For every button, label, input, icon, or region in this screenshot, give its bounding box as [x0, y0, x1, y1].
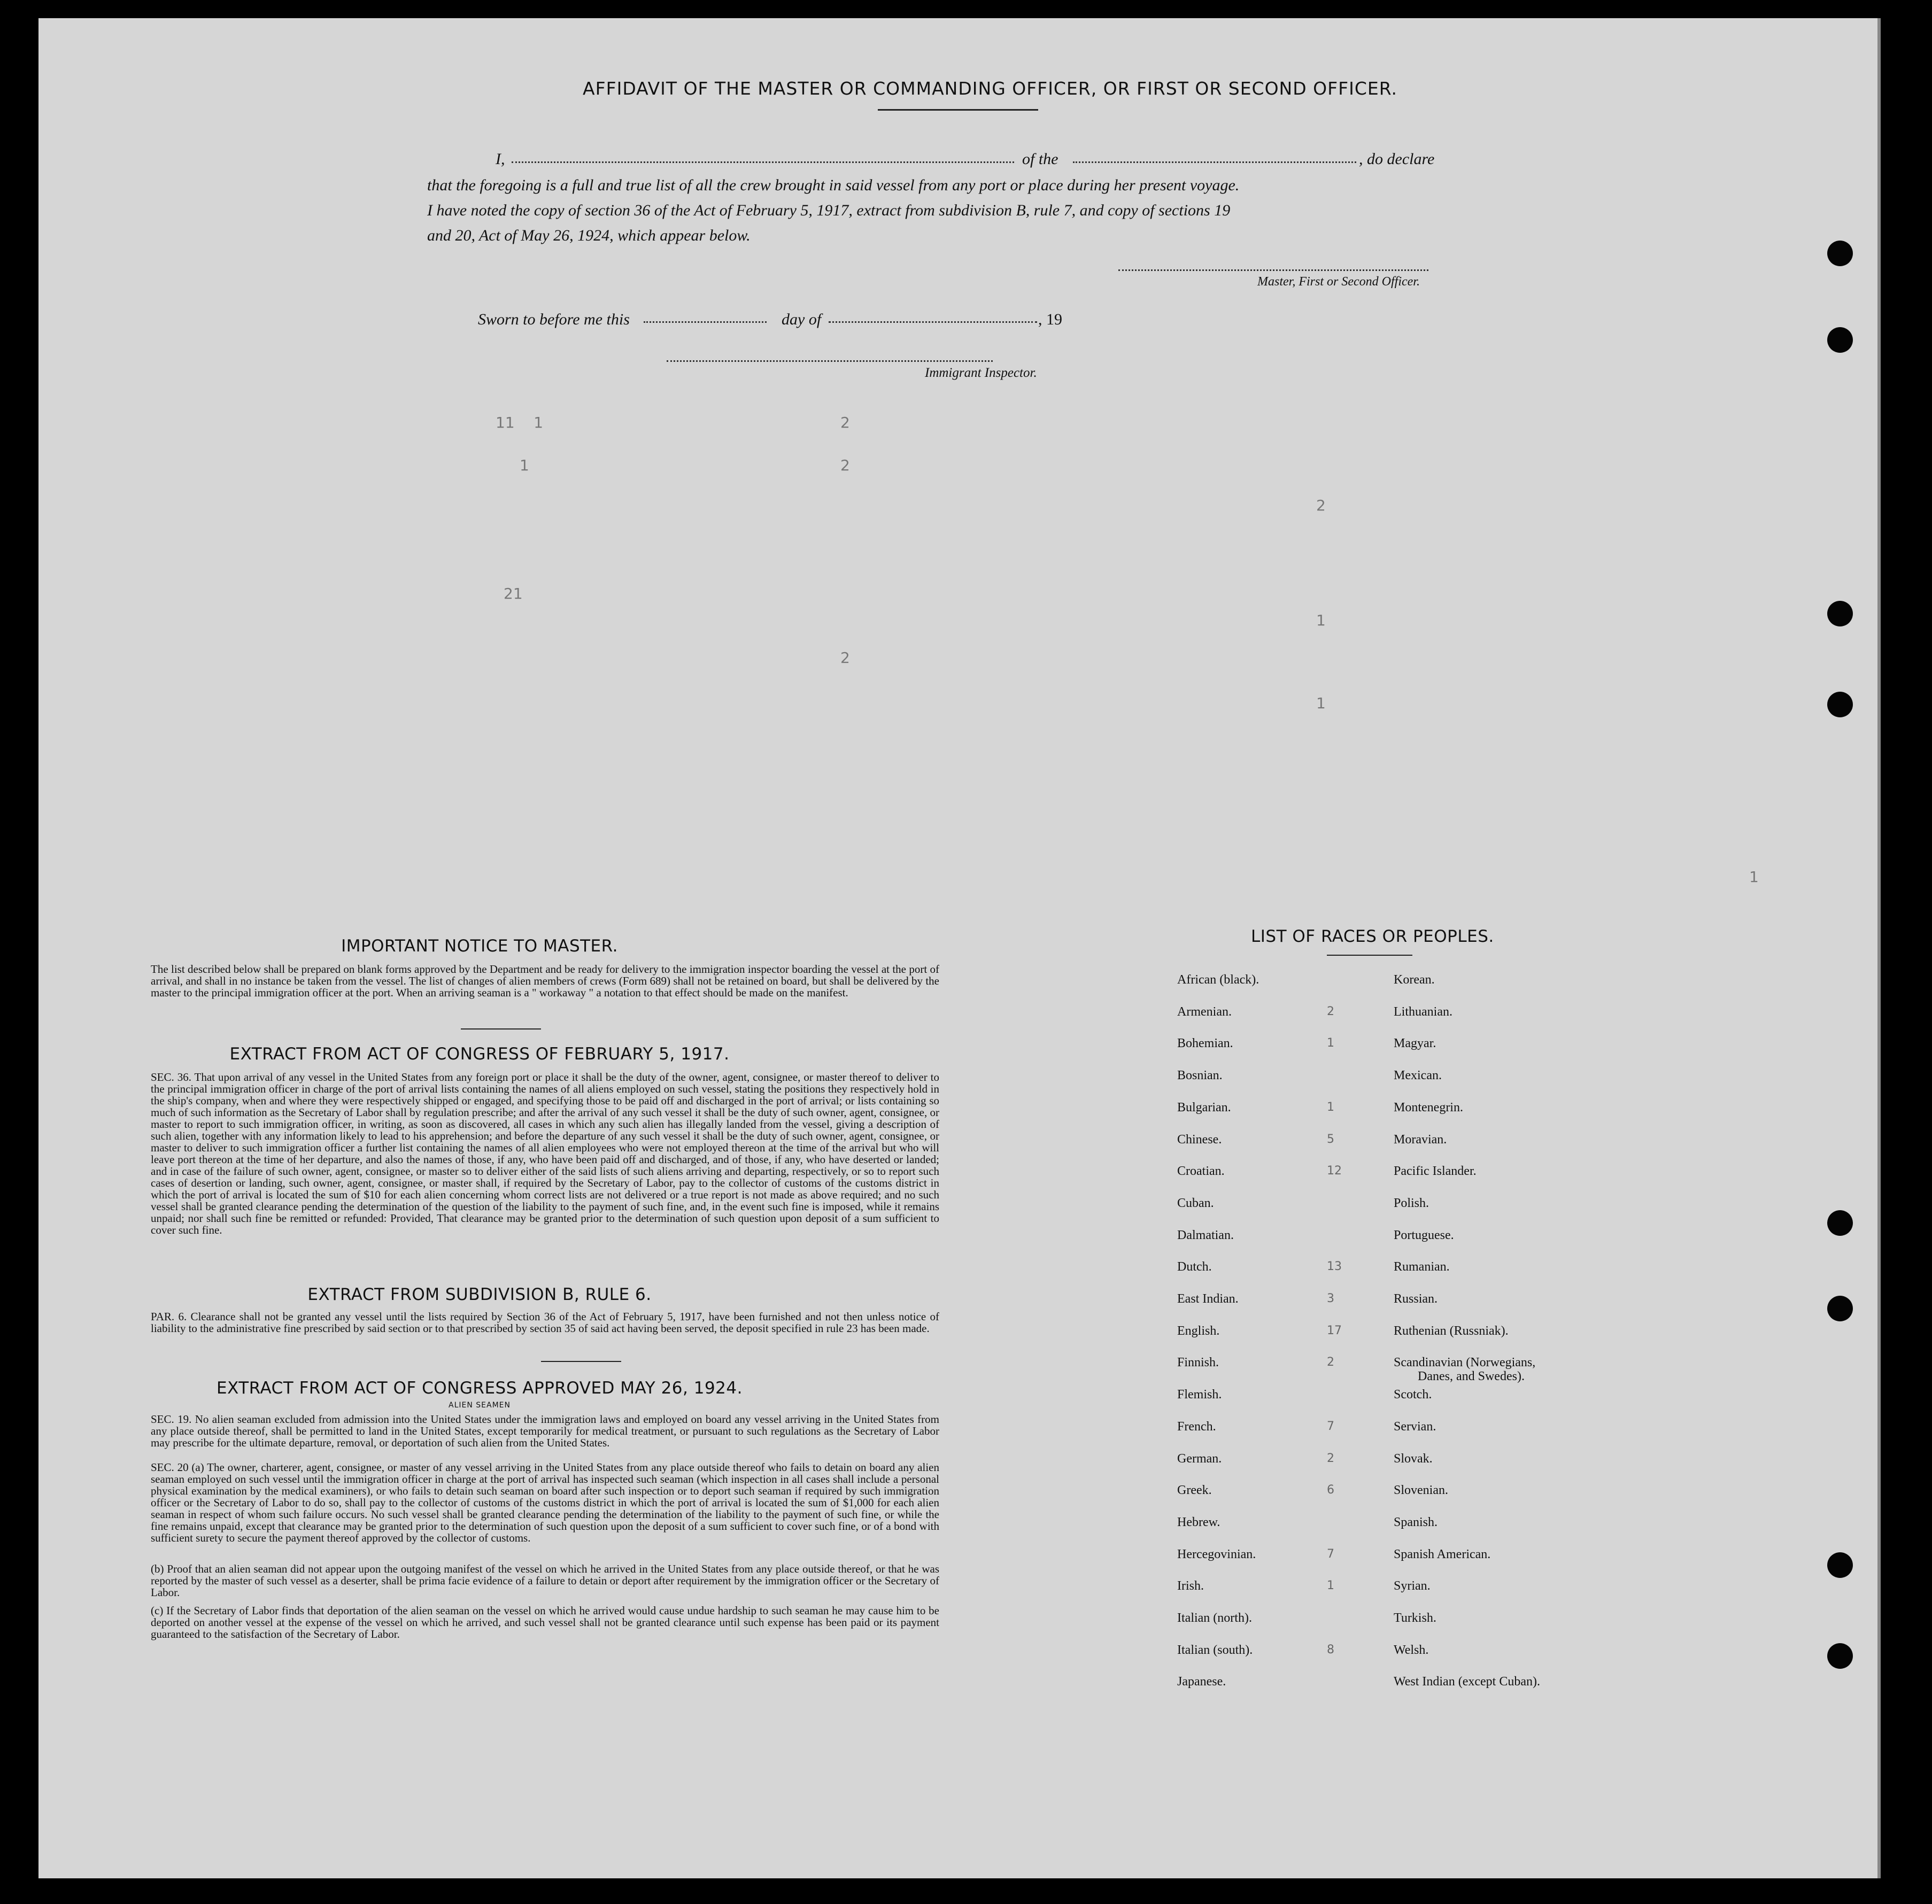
race-count: 6 [1327, 1483, 1334, 1497]
race-left-item: English. [1177, 1324, 1220, 1338]
race-right-item: Korean. [1394, 973, 1435, 987]
extract-1924-sec19: SEC. 19. No alien seaman excluded from admission into the United States under the immigration laws and employed on board any vessel arriving in the United States from any place outside thereof, shall be permitted to land in the United States, except temporarily for medical treatment, or pursuant to such regulations as the Secretary of Labor may prescribe for the ultimate departure, removal, or deportation of such alien from the United States. [151, 1413, 939, 1449]
race-right-item: Slovenian. [1394, 1483, 1448, 1497]
declaration-line-4: and 20, Act of May 26, 1924, which appear below. [427, 227, 751, 244]
race-left-item: Hercegovinian. [1177, 1547, 1256, 1561]
race-left-item: Armenian. [1177, 1005, 1232, 1019]
bleed-through-mark: 2 [1316, 497, 1326, 514]
race-right-item: Turkish. [1394, 1611, 1436, 1625]
race-count: 2 [1327, 1356, 1334, 1369]
do-declare-label: , do declare [1359, 150, 1435, 168]
race-count: 8 [1327, 1643, 1334, 1657]
race-right-item: Mexican. [1394, 1069, 1442, 1082]
sworn-month-blank[interactable] [829, 321, 1037, 323]
sworn-day-blank[interactable] [644, 321, 767, 323]
declaration-i-label: I, [496, 150, 505, 168]
declaration-line-2: that the foregoing is a full and true list of all the crew brought in said vessel from any port or place during her present voyage. [427, 176, 1240, 194]
race-left-item: Bohemian. [1177, 1036, 1233, 1050]
race-count: 12 [1327, 1164, 1342, 1178]
inspector-signature-line[interactable] [667, 360, 993, 362]
section-divider [541, 1361, 621, 1362]
punch-hole [1827, 1210, 1853, 1236]
race-right-item: Russian. [1394, 1292, 1438, 1306]
extract-1924-title: EXTRACT FROM ACT OF CONGRESS APPROVED MAY 26, 1924. [217, 1379, 743, 1398]
punch-hole [1827, 601, 1853, 626]
bleed-through-mark: 11 1 [496, 414, 544, 431]
races-title: LIST OF RACES OR PEOPLES. [1251, 927, 1494, 946]
extract-1924-sec20a: SEC. 20 (a) The owner, charterer, agent, consignee, or master of any vessel arriving in the United States from any place outside thereof who fails to detain on board any alien seaman employed on such vessel until the immigration officer in charge at the port of arrival has inspected such seaman (which inspection in all cases shall include a personal physical examination by the medical examiners), or who fails to detain such seaman on board after such inspection or to deport such seaman if required by such immigration officer or the Secretary of Labor to do so, shall pay to the collector of customs of the customs district in which the port of arrival is located the sum of $1,000 for each alien seaman in respect of whom such failure occurs. No such vessel shall be granted clearance pending the determination of the liability to the payment of such fine, or while the fine remains unpaid, except that clearance may be granted prior to the determination of such question upon the deposit of a sum sufficient to cover such fine, or of a bond with sufficient surety to secure the payment thereof approved by the collector of customs. [151, 1461, 939, 1544]
master-signature-line[interactable] [1118, 269, 1428, 271]
race-right-item: Moravian. [1394, 1133, 1447, 1147]
declaration-line-3: I have noted the copy of section 36 of the Act of February 5, 1917, extract from subdivision B, rule 7, and copy of sections 19 [427, 202, 1231, 219]
race-right-item: West Indian (except Cuban). [1394, 1675, 1540, 1689]
extract-1917-text: SEC. 36. That upon arrival of any vessel in the United States from any foreign port or place it shall be the duty of the owner, agent, consignee, or master thereof to deliver to the principal immigration officer in charge of the port of arrival lists containing the names of all aliens employed on such vessel, stating the positions they respectively hold in the ship's company, when and where they were respectively shipped or engaged, and specifying those to be paid off and discharged in the port of arrival; or lists containing so much of such information as the Secretary of Labor shall by regulation prescribe; and after the arrival of any such vessel it shall be the duty of such owner, agent, consignee, or master to report to such immigration officer, in writing, as soon as discovered, all cases in which any such alien has illegally landed from the vessel, giving a description of such alien, together with any information likely to lead to his apprehension; and before the departure of any such vessel it shall be the duty of such owner, agent, consignee, or master to deliver to such immigration officer a further list containing the names of all alien employees who were not employed thereon at the time of the arrival but who will leave port thereon at the time of her departure, and also the names of those, if any, who have been paid off and discharged, and of those, if any, who have deserted or landed; and in case of the failure of such owner, agent, consignee, or master so to deliver either of the said lists of such aliens arriving and departing, respectively, or so to report such cases of desertion or landing, such owner, agent, consignee, or master shall, if required by the Secretary of Labor, pay to the collector of customs of the customs district in which the port of arrival is located the sum of $10 for each alien concerning whom correct lists are not delivered or a true report is not made as above required; and no such vessel shall be granted clearance pending the determination of the question of the liability to the payment of such fine, and, in the event such fine is imposed, while it remains unpaid; nor shall such fine be remitted or refunded: Provided, That clearance may be granted prior to the determination of such question upon deposit of a sum sufficient to cover such fine. [151, 1071, 939, 1236]
race-right-item: Spanish. [1394, 1515, 1438, 1529]
extract-1924-sec20c: (c) If the Secretary of Labor finds that deportation of the alien seaman on the vessel on which he arrived would cause undue hardship to such seaman he may cause him to be deported on another vessel at the expense of the vessel on which he arrived, and such vessel shall not be granted clearance until such expense has been paid or its payment guaranteed to the satisfaction of the Secretary of Labor. [151, 1604, 939, 1640]
race-left-item: French. [1177, 1420, 1216, 1434]
race-count: 1 [1327, 1101, 1334, 1114]
notice-title: IMPORTANT NOTICE TO MASTER. [341, 936, 618, 956]
bleed-through-mark: 1 [1316, 612, 1326, 629]
sworn-label: Sworn to before me this [478, 311, 630, 328]
race-count: 5 [1327, 1133, 1334, 1146]
bleed-through-mark: 2 [840, 456, 850, 474]
title-underline [878, 109, 1038, 111]
race-count: 7 [1327, 1420, 1334, 1433]
race-right-item: Rumanian. [1394, 1260, 1450, 1274]
race-right-item: Scandinavian (Norwegians, [1394, 1356, 1536, 1369]
race-right-item: Lithuanian. [1394, 1005, 1452, 1019]
race-count: 13 [1327, 1260, 1342, 1273]
year-label: , 19 [1038, 311, 1062, 328]
bleed-through-mark: 2 [840, 649, 850, 667]
race-left-item: Dalmatian. [1177, 1228, 1234, 1242]
extract-rule-title: EXTRACT FROM SUBDIVISION B, RULE 6. [307, 1285, 652, 1304]
race-left-item: Italian (south). [1177, 1643, 1253, 1657]
race-left-item: Cuban. [1177, 1196, 1214, 1210]
race-right-item: Syrian. [1394, 1579, 1431, 1593]
race-count: 2 [1327, 1452, 1334, 1465]
bleed-through-mark: 2 [840, 414, 850, 431]
race-left-item: Bulgarian. [1177, 1101, 1231, 1114]
race-right-item: Polish. [1394, 1196, 1429, 1210]
race-left-item: Finnish. [1177, 1356, 1219, 1369]
race-left-item: Greek. [1177, 1483, 1212, 1497]
extract-1917-title: EXTRACT FROM ACT OF CONGRESS OF FEBRUARY 5, 1917. [229, 1044, 730, 1064]
affidavit-title: AFFIDAVIT OF THE MASTER OR COMMANDING OFFICER, OR FIRST OR SECOND OFFICER. [583, 78, 1397, 99]
race-count: 7 [1327, 1547, 1334, 1561]
notice-text: The list described below shall be prepared on blank forms approved by the Department and be ready for delivery to the immigration inspector boarding the vessel at the port of arrival, and shall in no instance be taken from the vessel. The list of changes of alien members of crews (Form 689) shall not be retained on board, but shall be delivered by the master to the principal immigration officer at the port. When an arriving seaman is a " workaway " a notation to that effect should be made on the manifest. [151, 963, 939, 999]
race-right-item: Ruthenian (Russniak). [1394, 1324, 1509, 1338]
bleed-through-mark: 1 [520, 456, 529, 474]
bleed-through-mark: 1 [1316, 694, 1326, 712]
race-count: 1 [1327, 1036, 1334, 1050]
section-divider [461, 1028, 541, 1030]
day-of-label: day of [782, 311, 822, 328]
punch-hole [1827, 692, 1853, 717]
race-left-item: African (black). [1177, 973, 1259, 987]
race-right-item: Welsh. [1394, 1643, 1429, 1657]
race-left-item: Hebrew. [1177, 1515, 1220, 1529]
race-right-item-cont: Danes, and Swedes). [1418, 1369, 1525, 1383]
races-title-underline [1327, 955, 1412, 956]
vessel-blank[interactable] [1073, 161, 1356, 163]
race-right-item: Servian. [1394, 1420, 1436, 1434]
race-right-item: Slovak. [1394, 1452, 1433, 1466]
race-left-item: Japanese. [1177, 1675, 1226, 1689]
race-left-item: Dutch. [1177, 1260, 1212, 1274]
master-signature-label: Master, First or Second Officer. [1257, 275, 1420, 289]
race-left-item: Croatian. [1177, 1164, 1225, 1178]
race-left-item: German. [1177, 1452, 1222, 1466]
race-right-item: Pacific Islander. [1394, 1164, 1477, 1178]
race-left-item: Bosnian. [1177, 1069, 1223, 1082]
race-left-item: East Indian. [1177, 1292, 1239, 1306]
race-count: 17 [1327, 1324, 1342, 1337]
extract-rule-text: PAR. 6. Clearance shall not be granted any vessel until the lists required by Section 36 of the Act of February 5, 1917, have been furnished and not then unless notice of liability to the administrative fine prescribed by said section or to that prescribed by section 35 of said act having been served, the deposit specified in rule 23 has been made. [151, 1310, 939, 1335]
punch-hole [1827, 241, 1853, 266]
race-right-item: Spanish American. [1394, 1547, 1491, 1561]
race-right-item: Montenegrin. [1394, 1101, 1463, 1114]
race-right-item: Portuguese. [1394, 1228, 1454, 1242]
race-left-item: Irish. [1177, 1579, 1204, 1593]
name-blank[interactable] [512, 161, 1014, 163]
race-left-item: Italian (north). [1177, 1611, 1252, 1625]
document-page [38, 18, 1881, 1878]
inspector-label: Immigrant Inspector. [925, 366, 1037, 380]
race-count: 2 [1327, 1005, 1334, 1018]
bleed-through-mark: 1 [1749, 868, 1759, 886]
extract-1924-subtitle: ALIEN SEAMEN [449, 1401, 511, 1410]
race-count: 1 [1327, 1579, 1334, 1592]
punch-hole [1827, 327, 1853, 353]
of-the-label: of the [1022, 150, 1058, 168]
race-right-item: Magyar. [1394, 1036, 1436, 1050]
punch-hole [1827, 1552, 1853, 1578]
race-left-item: Flemish. [1177, 1388, 1222, 1402]
punch-hole [1827, 1643, 1853, 1669]
punch-hole [1827, 1296, 1853, 1321]
bleed-through-mark: 21 [504, 585, 523, 602]
race-right-item: Scotch. [1394, 1388, 1432, 1402]
race-count: 3 [1327, 1292, 1334, 1305]
race-left-item: Chinese. [1177, 1133, 1222, 1147]
extract-1924-sec20b: (b) Proof that an alien seaman did not appear upon the outgoing manifest of the vessel on which he arrived in the United States from any place outside thereof, or that he was reported by the master of such vessel as a deserter, shall be prima facie evidence of a failure to detain or deport after requirement by the immigration officer or the Secretary of Labor. [151, 1562, 939, 1599]
